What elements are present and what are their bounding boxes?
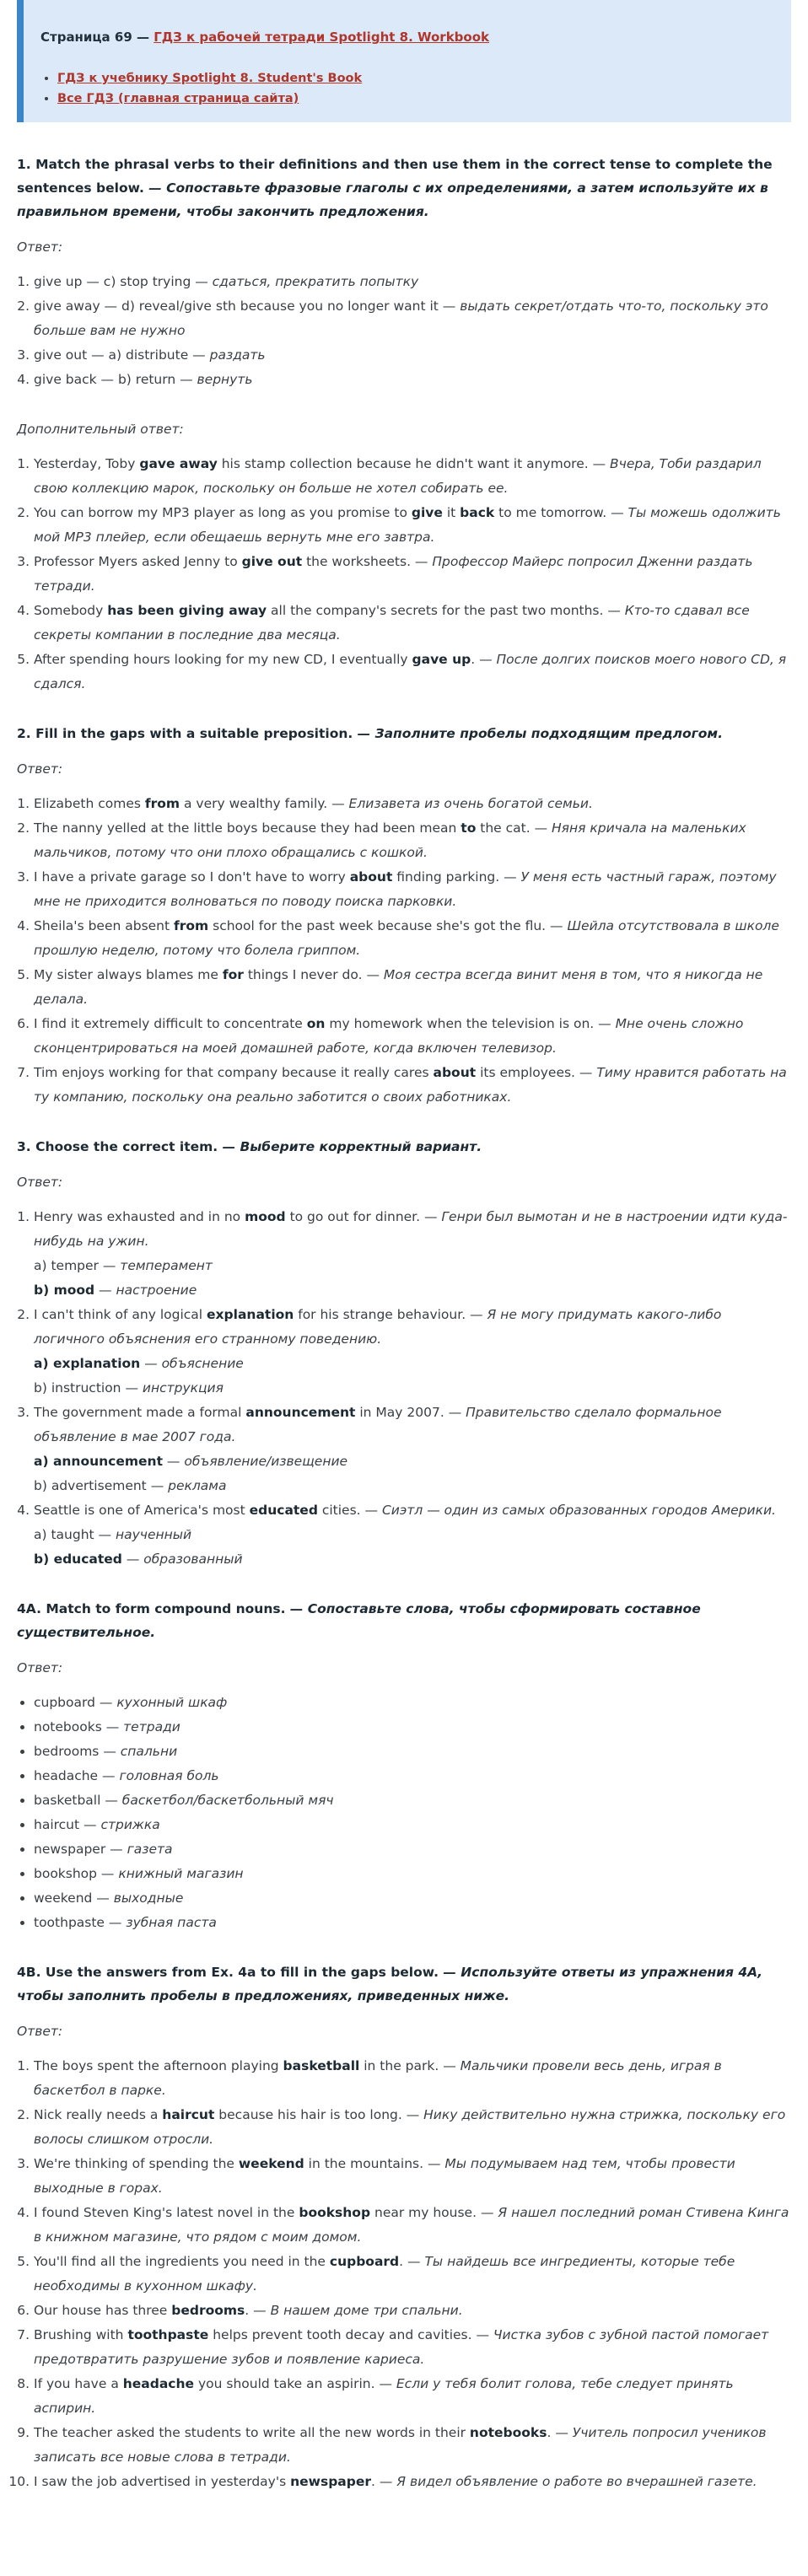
item-ru: спальни (120, 1744, 178, 1759)
list-item (34, 648, 791, 696)
option-ru: настроение (116, 1283, 197, 1298)
list-item (34, 2103, 791, 2152)
sentence-text: in the park. — (359, 2058, 461, 2073)
item-ru: баскетбол/баскетбольный мяч (121, 1793, 334, 1808)
nav-links (40, 68, 774, 109)
option-ru: образованный (143, 1552, 243, 1567)
translation: Я видел объявление о работе во вчерашней газете. (396, 2474, 757, 2489)
sentence-text: The government made a formal (34, 1405, 246, 1420)
option-ru: объявление/извещение (184, 1454, 348, 1469)
item-en: toothpaste — (34, 1915, 127, 1930)
answer-word: about (433, 1065, 477, 1080)
translation: Мне очень сложно сконцентрироваться на моей домашней работе, когда включен телевизор. (34, 1016, 744, 1056)
extra-answer-label: Дополнительный ответ: (17, 422, 184, 437)
sentence-text: Somebody (34, 603, 108, 618)
list-item (34, 1764, 791, 1788)
list-item (34, 1498, 791, 1572)
sentence-text: cities. — (317, 1503, 382, 1518)
sentence-text: near my house. — (370, 2205, 498, 2220)
list-item (34, 914, 791, 963)
item-en: give out — a) distribute — (34, 347, 210, 363)
answer-word: from (144, 796, 180, 811)
list-item (34, 865, 791, 914)
option-row: b) mood — настроение (34, 1283, 197, 1298)
list-item (34, 1303, 791, 1401)
list-item (34, 270, 791, 294)
answer-word: from (174, 918, 209, 933)
sentence-text: Professor Myers asked Jenny to (34, 554, 242, 569)
sentence-text: . — (471, 652, 497, 667)
list-item (34, 1012, 791, 1061)
item-en: bedrooms — (34, 1744, 121, 1759)
list-item (34, 2054, 791, 2103)
translation: Тиму нравится работать на ту компанию, поскольку она реально заботится о своих работниках. (34, 1065, 787, 1105)
translation: Мальчики провели весь день, играя в баскетбол в парке. (34, 2058, 722, 2098)
sentence-text: to me tomorrow. — (494, 505, 628, 520)
answer-word: about (349, 869, 393, 885)
translation: Генри был вымотан и не в настроении идти куда-нибудь на ужин. (34, 1209, 788, 1249)
ex4b-title: 4B. Use the answers from Ex. 4a to fill in the gaps below. — Используйте ответы из упражнения 4А, чтобы заполнить пробелы в предложениях, приведенных ниже. (17, 1965, 763, 2003)
translation: После долгих поисков моего нового CD, я сдался. (34, 652, 787, 691)
sentence-text: Sheila's been absent (34, 918, 175, 933)
answer-word: toothpaste (127, 2327, 209, 2342)
sentence-text: you should take an aspirin. — (194, 2376, 396, 2391)
item-ru: сдаться, прекратить попытку (212, 274, 419, 289)
list-item (34, 1401, 791, 1498)
sentence-text: Our house has three (34, 2303, 172, 2318)
list-item (34, 2470, 791, 2494)
ex3-title: 3. Choose the correct item. — Выберите корректный вариант. (17, 1139, 482, 1154)
answer-label: Ответ: (17, 1175, 63, 1190)
option-row: a) explanation — объяснение (34, 1356, 244, 1371)
item-en: weekend — (34, 1890, 114, 1906)
list-item (34, 343, 791, 368)
ex1-answers (17, 270, 791, 392)
list-item (34, 1715, 791, 1740)
list-item (34, 2152, 791, 2201)
translation: Если у тебя болит голова, тебе следует принять аспирин. (34, 2376, 734, 2416)
answer-word: cupboard (329, 2254, 400, 2269)
option-row: b) advertisement — реклама (34, 1478, 227, 1493)
translation: Я нашел последний роман Стивена Кинга в книжном магазине, что рядом с моим домом. (34, 2205, 789, 2245)
answer-word: has been giving away (107, 603, 267, 618)
answer-word: to (461, 820, 477, 836)
sentence-text: My sister always blames me (34, 967, 223, 982)
sentence-text: . — (371, 2474, 397, 2489)
answer-word: mood (245, 1209, 286, 1224)
option-row: a) temper — темперамент (34, 1258, 213, 1273)
item-en: give up — c) stop trying — (34, 274, 213, 289)
item-ru: тетради (123, 1719, 180, 1734)
sentence-text: We're thinking of spending the (34, 2156, 239, 2171)
item-en: bookshop — (34, 1866, 119, 1881)
translation: Нику действительно нужна стрижка, поскольку его волосы слишком отросли. (34, 2107, 786, 2147)
sentence-text: school for the past week because she's got the flu. — (208, 918, 568, 933)
list-item (34, 1061, 791, 1110)
sentence-text: I found Steven King's latest novel in the (34, 2205, 299, 2220)
item-en: haircut — (34, 1817, 101, 1832)
option-ru: объяснение (161, 1356, 244, 1371)
option-ru: наученный (115, 1527, 192, 1542)
list-item (34, 368, 791, 392)
sentence-text: finding parking. — (392, 869, 521, 885)
list-item (34, 2250, 791, 2299)
list-item (34, 1911, 791, 1935)
option-row: b) instruction — инструкция (34, 1380, 224, 1396)
item-en: newspaper — (34, 1842, 127, 1857)
sentence-text: I saw the job advertised in yesterday's (34, 2474, 291, 2489)
sentence-text: his stamp collection because he didn't want it anymore. — (217, 456, 611, 471)
item-en: give back — b) return — (34, 372, 197, 387)
sentence-text: because his hair is too long. — (214, 2107, 424, 2122)
answer-word: notebooks (469, 2425, 547, 2440)
sentence-text: Brushing with (34, 2327, 128, 2342)
nav-current-link[interactable]: ГДЗ к рабочей тетради Spotlight 8. Workbook (154, 30, 490, 45)
answer-word: gave up (412, 652, 471, 667)
list-item (34, 1205, 791, 1303)
sentence-text: The nanny yelled at the little boys because they had been mean (34, 820, 461, 836)
translation: Чистка зубов с зубной пастой помогает предотвратить разрушение зубов и появление кариеса. (34, 2327, 769, 2367)
ex2-title: 2. Fill in the gaps with a suitable preposition. — Заполните пробелы подходящим предлогом. (17, 726, 723, 741)
option-en: b) educated (34, 1552, 122, 1567)
sentence-text: all the company's secrets for the past two months. — (267, 603, 625, 618)
option-row: a) taught — наученный (34, 1527, 192, 1542)
sentence-text: in the mountains. — (304, 2156, 445, 2171)
option-ru: темперамент (120, 1258, 213, 1273)
ex3-answers (17, 1205, 791, 1572)
ex4a-title: 4A. Match to form compound nouns. — Сопоставьте слова, чтобы сформировать составное существительное. (17, 1601, 701, 1640)
list-item (34, 2421, 791, 2470)
list-item (34, 599, 791, 648)
list-item (34, 1813, 791, 1837)
nav-header (40, 25, 774, 50)
answer-word: give (411, 505, 443, 520)
option-ru: инструкция (142, 1380, 224, 1396)
answer-word: bookshop (299, 2205, 371, 2220)
list-item (34, 452, 791, 501)
translation: Мы подумываем над тем, чтобы провести выходные в горах. (34, 2156, 735, 2196)
sentence-text: its employees. — (476, 1065, 597, 1080)
sentence-text: to go out for dinner. — (285, 1209, 442, 1224)
option-row: b) educated — образованный (34, 1552, 243, 1567)
translation: Сиэтл — один из самых образованных городов Америки. (381, 1503, 776, 1518)
sentence-text: my homework when the television is on. — (325, 1016, 616, 1031)
answer-word: bedrooms (171, 2303, 245, 2318)
sentence-text: If you have a (34, 2376, 123, 2391)
list-item (34, 2299, 791, 2323)
translation: Вчера, Тоби раздарил свою коллекцию марок, поскольку он больше не хотел собирать ее. (34, 456, 762, 496)
sentence-text: After spending hours looking for my new CD, I eventually (34, 652, 412, 667)
item-ru: выходные (113, 1890, 184, 1906)
translation: Ты можешь одолжить мой MP3 плейер, если обещаешь вернуть мне его завтра. (34, 505, 781, 545)
translation: Шейла отсутствовала в школе прошлую неделю, потому что болела гриппом. (34, 918, 779, 958)
list-item (34, 792, 791, 816)
option-en: a) announcement (34, 1454, 163, 1469)
list-item (34, 1691, 791, 1715)
ex4a-answers (17, 1691, 791, 1935)
list-item (34, 1788, 791, 1813)
answer-word: for (222, 967, 244, 982)
sentence-text: Yesterday, Toby (34, 456, 140, 471)
option-en: a) taught (34, 1527, 94, 1542)
nav-link-all-gdz[interactable]: Все ГДЗ (главная страница сайта) (57, 92, 299, 105)
option-row: a) announcement — объявление/извещение (34, 1454, 348, 1469)
answer-label: Ответ: (17, 239, 63, 255)
list-item (34, 1837, 791, 1862)
item-ru: стрижка (100, 1817, 160, 1832)
item-ru: вернуть (197, 372, 253, 387)
list-item (34, 550, 791, 599)
item-en: notebooks — (34, 1719, 124, 1734)
translation: Няня кричала на маленьких мальчиков, потому что они плохо обращались с кошкой. (34, 820, 746, 860)
option-en: a) explanation (34, 1356, 141, 1371)
item-en: headache — (34, 1768, 120, 1783)
list-item (34, 501, 791, 550)
translation: Ты найдешь все ингредиенты, которые тебе необходимы в кухонном шкафу. (34, 2254, 735, 2294)
option-en: b) advertisement (34, 1478, 147, 1493)
sentence-text: in May 2007. — (355, 1405, 466, 1420)
sentence-text: I can't think of any logical (34, 1307, 207, 1322)
ex1-extra-answers (17, 452, 791, 696)
ex4b-answers (17, 2054, 791, 2494)
answer-word: back (460, 505, 495, 520)
nav-link-item (57, 68, 774, 89)
nav-link-item (57, 89, 774, 109)
answer-word: give out (241, 554, 303, 569)
item-ru: газета (127, 1842, 173, 1857)
answer-word: on (306, 1016, 326, 1031)
translation: Кто-то сдавал все секреты компании в последние два месяца. (34, 603, 750, 643)
translation: В нашем доме три спальни. (270, 2303, 463, 2318)
item-ru: книжный магазин (118, 1866, 244, 1881)
answer-word: gave away (139, 456, 218, 471)
answer-label: Ответ: (17, 761, 63, 777)
sentence-text: . — (399, 2254, 425, 2269)
sentence-text: Elizabeth comes (34, 796, 145, 811)
sentence-text: The boys spent the afternoon playing (34, 2058, 283, 2073)
sentence-text: You'll find all the ingredients you need in the (34, 2254, 330, 2269)
sentence-text: . — (547, 2425, 573, 2440)
nav-prefix: Страница 69 — (40, 30, 154, 45)
sentence-text: helps prevent tooth decay and cavities. — (208, 2327, 493, 2342)
item-en: give away — d) reveal/give sth because you no longer want it — (34, 298, 461, 314)
answer-word: announcement (245, 1405, 356, 1420)
item-ru: зубная паста (126, 1915, 217, 1930)
option-ru: реклама (168, 1478, 227, 1493)
answer-word: basketball (283, 2058, 360, 2073)
translation: Правительство сделало формальное объявление в мае 2007 года. (34, 1405, 722, 1444)
answer-word: newspaper (290, 2474, 372, 2489)
answer-word: haircut (162, 2107, 215, 2122)
sentence-text: things I never do. — (243, 967, 384, 982)
sentence-text: I have a private garage so I don't have to worry (34, 869, 350, 885)
option-en: b) instruction (34, 1380, 121, 1396)
sentence-text: . — (245, 2303, 271, 2318)
sentence-text: Seattle is one of America's most (34, 1503, 250, 1518)
sentence-text: You can borrow my MP3 player as long as you promise to (34, 505, 412, 520)
nav-link-students-book[interactable]: ГДЗ к учебнику Spotlight 8. Student's Book (57, 72, 363, 85)
answer-word: headache (122, 2376, 195, 2391)
list-item (34, 2201, 791, 2250)
list-item (34, 294, 791, 343)
sentence-text: for his strange behaviour. — (294, 1307, 487, 1322)
translation: Моя сестра всегда винит меня в том, что я никогда не делала. (34, 967, 763, 1007)
item-ru: головная боль (119, 1768, 219, 1783)
answer-label: Ответ: (17, 2024, 63, 2039)
sentence-text: The teacher asked the students to write all the new words in their (34, 2425, 470, 2440)
sentence-text: the worksheets. — (302, 554, 433, 569)
answer-word: educated (249, 1503, 318, 1518)
sentence-text: Nick really needs a (34, 2107, 163, 2122)
sentence-text: a very wealthy family. — (180, 796, 349, 811)
sentence-text: Henry was exhausted and in no (34, 1209, 245, 1224)
sentence-text: Tim enjoys working for that company because it really cares (34, 1065, 434, 1080)
option-en: b) mood (34, 1283, 95, 1298)
item-en: cupboard — (34, 1695, 117, 1710)
ex2-answers (17, 792, 791, 1110)
list-item (34, 963, 791, 1012)
translation: Я не могу придумать какого-либо логичного объяснения его странному поведению. (34, 1307, 722, 1347)
sentence-text: I find it extremely difficult to concentrate (34, 1016, 307, 1031)
ex1-title: 1. Match the phrasal verbs to their definitions and then use them in the correct tense to complete the sentences below. — Сопоставьте фразовые глаголы с их определениями, а затем используйте их в правильном времени, чтобы закончить предложения. (17, 157, 773, 219)
sentence-text: the cat. — (476, 820, 552, 836)
translation: Учитель попросил учеников записать все новые слова в тетради. (34, 2425, 767, 2465)
translation: Елизавета из очень богатой семьи. (348, 796, 593, 811)
answer-word: weekend (238, 2156, 304, 2171)
option-en: a) temper (34, 1258, 99, 1273)
translation: У меня есть частный гараж, поэтому мне не приходится волноваться по поводу поиска парковки. (34, 869, 777, 909)
list-item (34, 2372, 791, 2421)
translation: Профессор Майерс попросил Дженни раздать тетради. (34, 554, 753, 594)
list-item (34, 2323, 791, 2372)
answer-label: Ответ: (17, 1660, 63, 1675)
list-item (34, 1862, 791, 1886)
item-ru: кухонный шкаф (116, 1695, 228, 1710)
item-en: basketball — (34, 1793, 122, 1808)
item-ru: выдать секрет/отдать что-то, поскольку это больше вам не нужно (34, 298, 768, 338)
list-item (34, 1740, 791, 1764)
item-ru: раздать (209, 347, 266, 363)
sentence-text: it (442, 505, 461, 520)
answer-word: explanation (207, 1307, 294, 1322)
list-item (34, 816, 791, 865)
list-item (34, 1886, 791, 1911)
nav-box (17, 0, 791, 122)
